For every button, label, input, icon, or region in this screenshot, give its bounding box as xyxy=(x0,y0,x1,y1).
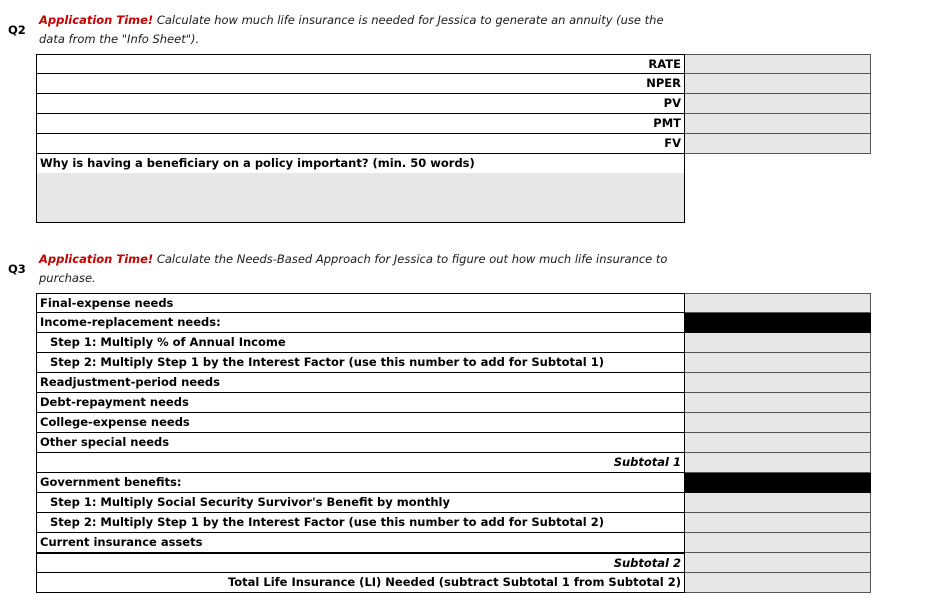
subtotal1-label: Subtotal 1 xyxy=(36,453,685,473)
debt-repayment-input[interactable] xyxy=(685,393,871,413)
income-step1-label: Step 1: Multiply % of Annual Income xyxy=(36,333,685,353)
government-benefits-blocked-cell xyxy=(685,473,871,493)
q2-rate-label: RATE xyxy=(36,54,685,74)
final-expense-input[interactable] xyxy=(685,293,871,313)
q2-highlight: Application Time! xyxy=(39,13,154,27)
subtotal1-input[interactable] xyxy=(685,453,871,473)
other-special-input[interactable] xyxy=(685,433,871,453)
q3-instruction-line2: purchase. xyxy=(39,271,96,285)
income-replacement-label: Income-replacement needs: xyxy=(36,313,685,333)
q2-pv-label: PV xyxy=(36,94,685,114)
gov-step1-input[interactable] xyxy=(685,493,871,513)
q2-fv-input[interactable] xyxy=(685,134,871,154)
income-step2-label: Step 2: Multiply Step 1 by the Interest Factor (use this number to add for Subtotal 1) xyxy=(36,353,685,373)
subtotal2-label: Subtotal 2 xyxy=(36,553,685,573)
q2-instruction-line1: Calculate how much life insurance is needed for Jessica to generate an annuity (use the xyxy=(153,13,664,27)
income-step2-input[interactable] xyxy=(685,353,871,373)
q2-number: Q2 xyxy=(8,23,26,37)
q3-highlight: Application Time! xyxy=(39,252,154,266)
gov-step2-label: Step 2: Multiply Step 1 by the Interest Factor (use this number to add for Subtotal 2) xyxy=(36,513,685,533)
q2-pmt-input[interactable] xyxy=(685,114,871,134)
q2-instructions xyxy=(39,11,679,49)
q2-instruction-line2: data from the "Info Sheet"). xyxy=(39,32,200,46)
readjustment-input[interactable] xyxy=(685,373,871,393)
gov-step2-input[interactable] xyxy=(685,513,871,533)
q2-question: Why is having a beneficiary on a policy important? (min. 50 words) xyxy=(36,154,685,174)
q2-pmt-label: PMT xyxy=(36,114,685,134)
readjustment-label: Readjustment-period needs xyxy=(36,373,685,393)
college-expense-input[interactable] xyxy=(685,413,871,433)
current-insurance-input[interactable] xyxy=(685,533,871,553)
q2-pv-input[interactable] xyxy=(685,94,871,114)
debt-repayment-label: Debt-repayment needs xyxy=(36,393,685,413)
current-insurance-label: Current insurance assets xyxy=(36,533,685,553)
total-li-input[interactable] xyxy=(685,573,871,593)
q2-nper-input[interactable] xyxy=(685,74,871,94)
income-step1-input[interactable] xyxy=(685,333,871,353)
q2-answer-box[interactable] xyxy=(36,173,685,223)
q3-number: Q3 xyxy=(8,262,26,276)
q3-instruction-line1: Calculate the Needs-Based Approach for Jessica to figure out how much life insurance to xyxy=(153,252,668,266)
q2-nper-label: NPER xyxy=(36,74,685,94)
total-li-label: Total Life Insurance (LI) Needed (subtract Subtotal 1 from Subtotal 2) xyxy=(36,573,685,593)
other-special-label: Other special needs xyxy=(36,433,685,453)
q3-instructions xyxy=(39,250,679,288)
q2-fv-label: FV xyxy=(36,134,685,154)
government-benefits-label: Government benefits: xyxy=(36,473,685,493)
q2-rate-input[interactable] xyxy=(685,54,871,74)
income-replacement-blocked-cell xyxy=(685,313,871,333)
gov-step1-label: Step 1: Multiply Social Security Survivor's Benefit by monthly xyxy=(36,493,685,513)
subtotal2-input[interactable] xyxy=(685,553,871,573)
final-expense-label: Final-expense needs xyxy=(36,293,685,313)
college-expense-label: College-expense needs xyxy=(36,413,685,433)
